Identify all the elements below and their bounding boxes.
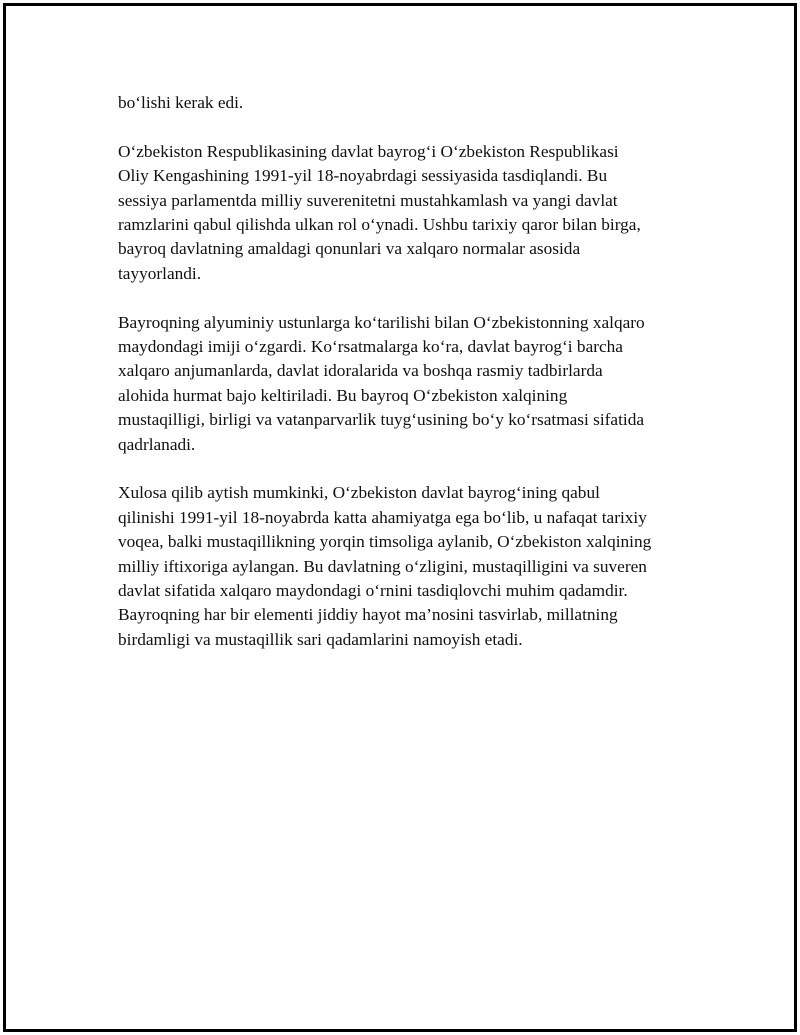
text-line: sessiya parlamentda milliy suverenitetni mustahkamlash va yangi davlat: [118, 190, 618, 210]
text-line: bayroq davlatning amaldagi qonunlari va xalqaro normalar asosida: [118, 239, 581, 259]
text-line: alohida hurmat bajo keltiriladi. Bu bayroq O‘zbekiston xalqining: [118, 385, 568, 405]
paragraph-3: [118, 311, 688, 457]
text-line: birdamligi va mustaqillik sari qadamlarini namoyish etadi.: [118, 629, 523, 649]
text-line: ramzlarini qabul qilishda ulkan rol o‘ynadi. Ushbu tarixiy qaror bilan birga,: [118, 215, 641, 235]
paragraph-2: [118, 140, 688, 286]
text-line: qilinishi 1991-yil 18-noyabrda katta ahamiyatga ega bo‘lib, u nafaqat tarixiy: [118, 507, 647, 527]
paragraph-1: [118, 91, 688, 115]
text-line: tayyorlandi.: [118, 263, 202, 283]
text-line: O‘zbekiston Respublikasining davlat bayrog‘i O‘zbekiston Respublikasi: [118, 141, 619, 161]
text-line: mustaqilligi, birligi va vatanparvarlik tuyg‘usining bo‘y ko‘rsatmasi sifatida: [118, 410, 645, 430]
text-line: Oliy Kengashining 1991-yil 18-noyabrdagi sessiyasida tasdiqlandi. Bu: [118, 166, 608, 186]
text-line: davlat sifatida xalqaro maydondagi o‘rnini tasdiqlovchi muhim qadamdir.: [118, 581, 628, 601]
paragraph-4: [118, 481, 688, 652]
text-line: maydondagi imiji o‘zgardi. Ko‘rsatmalarga ko‘ra, davlat bayrog‘i barcha: [118, 337, 623, 357]
document-body: [118, 91, 688, 677]
text-line: Xulosa qilib aytish mumkinki, O‘zbekiston davlat bayrog‘ining qabul: [118, 483, 600, 503]
text-line: Bayroqning har bir elementi jiddiy hayot ma’nosini tasvirlab, millatning: [118, 605, 618, 625]
text-line: Bayroqning alyuminiy ustunlarga ko‘tarilishi bilan O‘zbekistonning xalqaro: [118, 312, 645, 332]
text-line: voqea, balki mustaqillikning yorqin timsoliga aylanib, O‘zbekiston xalqining: [118, 532, 652, 552]
text-line: qadrlanadi.: [118, 434, 196, 454]
text-line: xalqaro anjumanlarda, davlat idoralarida va boshqa rasmiy tadbirlarda: [118, 361, 603, 381]
text-line: milliy iftixoriga aylangan. Bu davlatning o‘zligini, mustaqilligini va suveren: [118, 556, 647, 576]
text-line: bo‘lishi kerak edi.: [118, 93, 244, 112]
